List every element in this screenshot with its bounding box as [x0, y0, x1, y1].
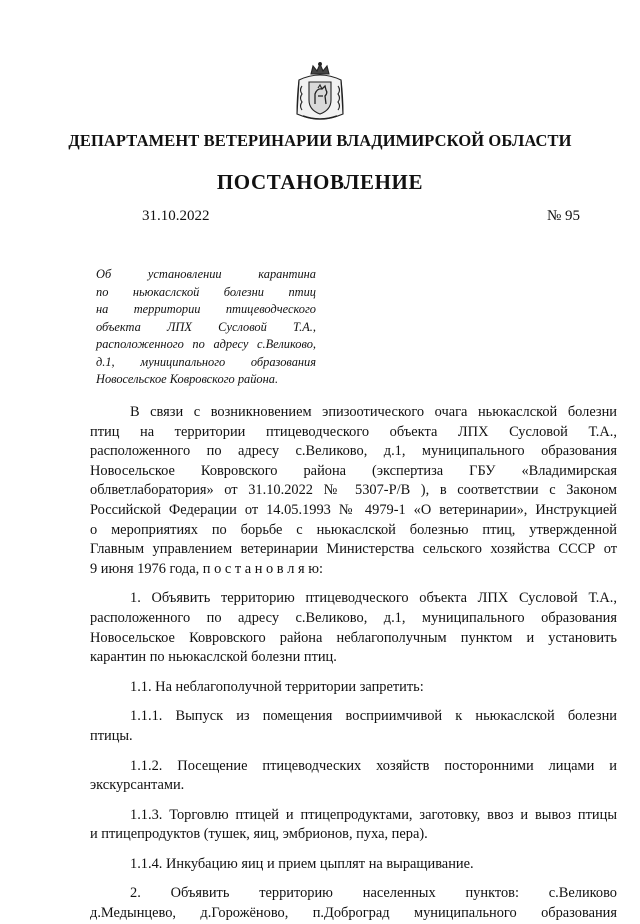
- subject-line: объекта ЛПХ Сусловой Т.А.,: [96, 319, 316, 334]
- body-line: 1.1.1. Выпуск из помещения восприимчивой к ньюкаслской болезни: [130, 708, 617, 725]
- body-line: 1.1. На неблагополучной территории запретить:: [130, 678, 424, 695]
- clause-1-1-3: [90, 806, 617, 845]
- body-line: 1. Объявить территорию птицеводческого объекта ЛПХ Сусловой Т.А.,: [130, 590, 617, 607]
- clause-1-1-1: [90, 707, 617, 746]
- body-line: птиц на территории птицеводческого объекта ЛПХ Сусловой Т.А.,: [90, 423, 617, 440]
- clause-1-1: [90, 678, 617, 698]
- body-line: Новосельское Ковровского района (экспертиза ГБУ «Владимирская: [90, 462, 617, 479]
- document-type: ПОСТАНОВЛЕНИЕ: [216, 170, 424, 194]
- subject-block: [96, 266, 316, 389]
- clause-1: [90, 589, 617, 667]
- document-body: [90, 403, 617, 924]
- body-line: 1.1.2. Посещение птицеводческих хозяйств посторонними лицами и: [130, 757, 617, 774]
- subject-line: на территории птицеводческого: [96, 302, 316, 316]
- clause-1-1-2: [90, 757, 617, 796]
- subject-line: по ньюкаслской болезни птиц: [96, 284, 316, 299]
- body-line: и птицепродуктов (тушек, яиц, эмбрионов, пуха, пера).: [90, 826, 428, 843]
- document-number: № 95: [546, 208, 580, 224]
- body-line: птицы.: [90, 727, 133, 744]
- body-line: о мероприятиях по борьбе с ньюкаслской болезнью птиц, утвержденной: [90, 521, 617, 538]
- subject-line: Об установлении карантина: [96, 267, 316, 281]
- subject-line: Новосельское Ковровского района.: [96, 372, 279, 386]
- body-line: Главным управлением ветеринарии Министерства сельского хозяйства СССР от: [90, 541, 617, 558]
- body-line: 2. Объявить территорию населенных пунктов: с.Великово: [130, 885, 617, 902]
- subject-line: д.1, муниципального образования: [96, 354, 316, 369]
- body-line: В связи с возникновением эпизоотического очага ньюкаслской болезни: [130, 404, 617, 420]
- body-line: д.Медынцево, д.Горожёново, п.Доброград муниципального образования: [90, 905, 617, 922]
- clause-1-1-4: [90, 855, 617, 875]
- coat-of-arms-icon: [293, 62, 347, 124]
- department-title: ДЕПАРТАМЕНТ ВЕТЕРИНАРИИ ВЛАДИМИРСКОЙ ОБЛАСТИ: [68, 131, 572, 150]
- body-line: Российской Федерации от 14.05.1993 № 4979-1 «О ветеринарии», Инструкцией: [90, 501, 617, 518]
- body-line: экскурсантами.: [90, 777, 185, 794]
- body-line: облветлаборатория» от 31.10.2022 № 5307-Р/В ), в соответствии с Законом: [90, 482, 617, 499]
- body-line: 1.1.4. Инкубацию яиц и прием цыплят на выращивание.: [130, 855, 474, 872]
- body-line: расположенного по адресу с.Великово, д.1, муниципального образования: [90, 443, 617, 460]
- body-line: Новосельское Ковровского района неблагополучным пунктом и установить: [90, 629, 617, 646]
- body-line: расположенного по адресу с.Великово, д.1, муниципального образования: [90, 609, 617, 626]
- body-line: 9 июня 1976 года, п о с т а н о в л я ю:: [90, 560, 323, 577]
- subject-line: расположенного по адресу с.Великово,: [96, 337, 316, 351]
- clause-2: [90, 884, 617, 923]
- document-date: 31.10.2022: [142, 208, 210, 224]
- body-line: карантин по ньюкаслской болезни птиц.: [90, 649, 337, 666]
- preamble-paragraph: [90, 403, 617, 579]
- body-line: 1.1.3. Торговлю птицей и птицепродуктами, заготовку, ввоз и вывоз птицы: [130, 806, 617, 823]
